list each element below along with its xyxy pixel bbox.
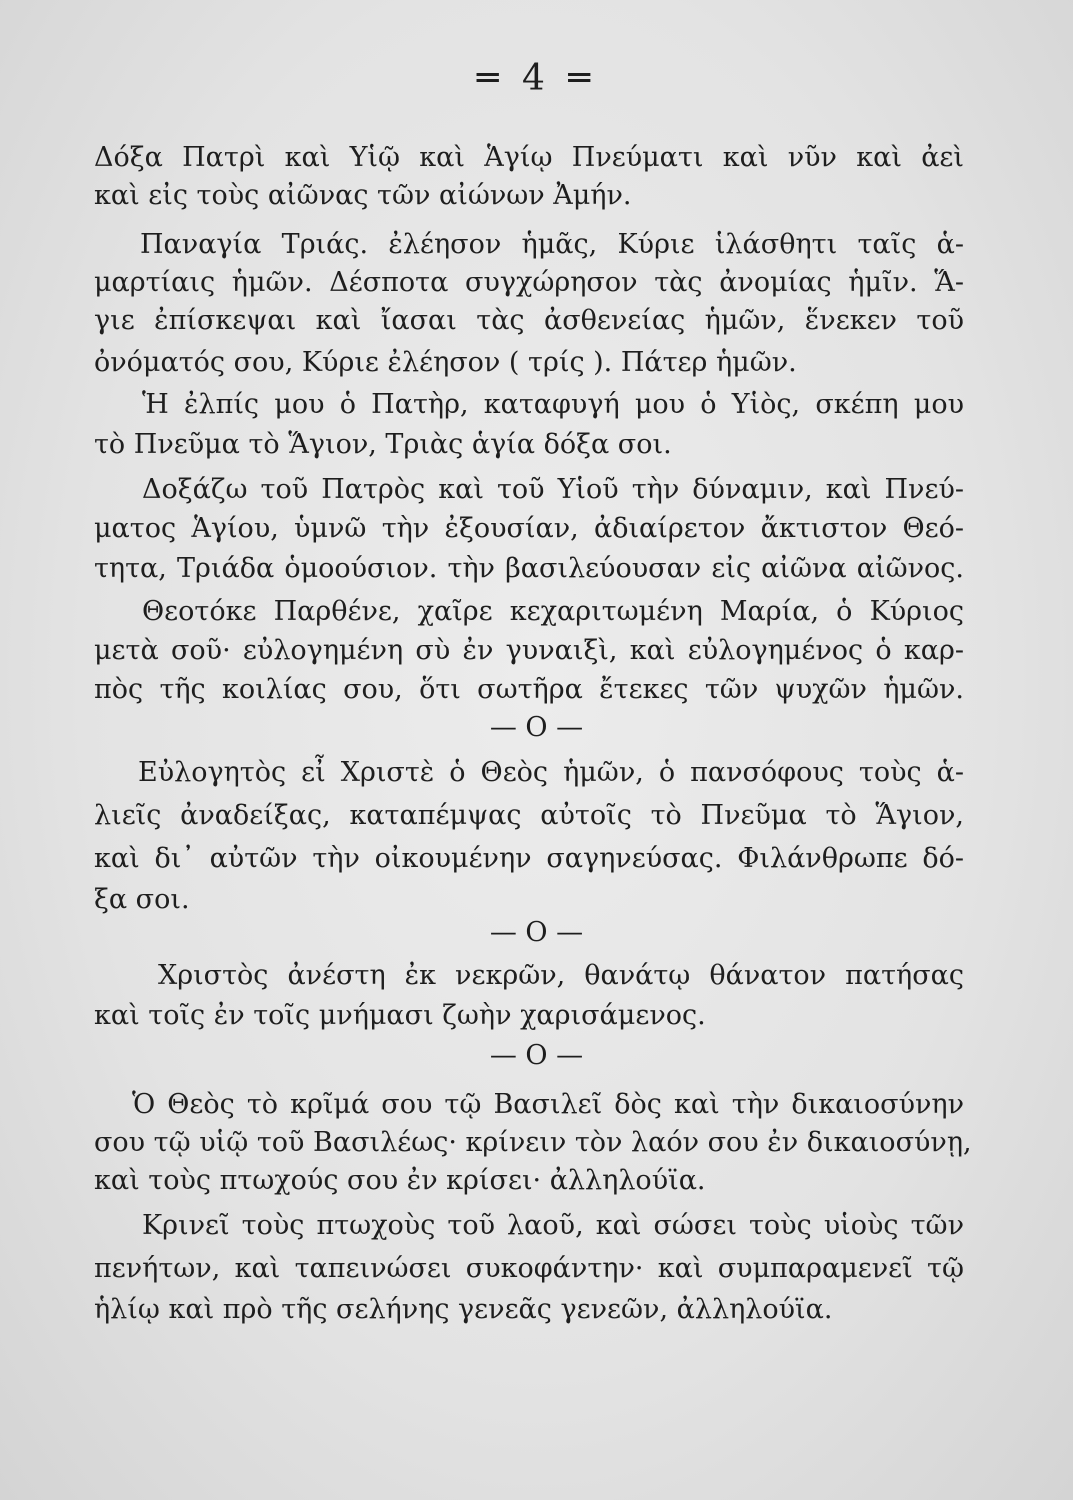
text-line: Χριστὸς ἀνέστη ἐκ νεκρῶν, θανάτῳ θάνατον πατήσας <box>158 960 964 991</box>
text-line: καὶ τοὺς πτωχούς σου ἐν κρίσει· ἀλληλούϊα. <box>94 1165 706 1196</box>
section-divider: — Ο — <box>489 1040 584 1071</box>
text-line: Κρινεῖ τοὺς πτωχοὺς τοῦ λαοῦ, καὶ σώσει τοὺς υἱοὺς τῶν <box>142 1210 964 1241</box>
text-line: Δόξα Πατρὶ καὶ Υἱῷ καὶ Ἁγίῳ Πνεύματι καὶ νῦν καὶ ἀεὶ <box>94 142 964 173</box>
text-line: Ὁ Θεὸς τὸ κρῖμά σου τῷ Βασιλεῖ δὸς καὶ τὴν δικαιοσύνην <box>132 1089 964 1120</box>
text-line: τὸ Πνεῦμα τὸ Ἅγιον, Τριὰς ἁγία δόξα σοι. <box>94 429 672 460</box>
text-line: πενήτων, καὶ ταπεινώσει συκοφάντην· καὶ συμπαραμενεῖ τῷ <box>94 1253 964 1284</box>
text-line: μαρτίαις ἡμῶν. Δέσποτα συγχώρησον τὰς ἀνομίας ἡμῖν. Ἅ- <box>94 267 964 298</box>
text-line: ξα σοι. <box>94 884 190 915</box>
text-line: πὸς τῆς κοιλίας σου, ὅτι σωτῆρα ἔτεκες τῶν ψυχῶν ἡμῶν. <box>94 674 964 705</box>
text-line: καὶ εἰς τοὺς αἰῶνας τῶν αἰώνων Ἀμήν. <box>94 180 632 211</box>
text-line: καὶ δι᾿ αὐτῶν τὴν οἰκουμένην σαγηνεύσας. Φιλάνθρωπε δό- <box>94 843 964 874</box>
text-line: ὀνόματός σου, Κύριε ἐλέησον ( τρίς ). Πάτερ ἡμῶν. <box>94 347 797 378</box>
text-line: ματος Ἁγίου, ὑμνῶ τὴν ἐξουσίαν, ἀδιαίρετον ἄκτιστον Θεό- <box>94 513 964 544</box>
text-line: Θεοτόκε Παρθένε, χαῖρε κεχαριτωμένη Μαρία, ὁ Κύριος <box>142 596 964 627</box>
text-line: Παναγία Τριάς. ἐλέησον ἡμᾶς, Κύριε ἱλάσθητι ταῖς ἁ- <box>140 229 964 260</box>
text-line: Δοξάζω τοῦ Πατρὸς καὶ τοῦ Υἱοῦ τὴν δύναμιν, καὶ Πνεύ- <box>142 474 964 505</box>
text-line: μετὰ σοῦ· εὐλογημένη σὺ ἐν γυναιξὶ, καὶ εὐλογημένος ὁ καρ- <box>94 635 964 666</box>
text-line: τητα, Τριάδα ὁμοούσιον. τὴν βασιλεύουσαν εἰς αἰῶνα αἰῶνος. <box>94 553 964 584</box>
text-line: γιε ἐπίσκεψαι καὶ ἴασαι τὰς ἀσθενείας ἡμῶν, ἕνεκεν τοῦ <box>94 305 964 336</box>
section-divider: — Ο — <box>489 712 584 743</box>
text-line: Εὐλογητὸς εἶ Χριστὲ ὁ Θεὸς ἡμῶν, ὁ πανσόφους τοὺς ἁ- <box>138 757 964 788</box>
page-number: ═ 4 ═ <box>476 58 597 99</box>
text-line: λιεῖς ἀναδείξας, καταπέμψας αὐτοῖς τὸ Πνεῦμα τὸ Ἅγιον, <box>94 800 964 831</box>
text-line: Ἡ ἐλπίς μου ὁ Πατὴρ, καταφυγή μου ὁ Υἱὸς, σκέπη μου <box>142 389 964 420</box>
text-line: ἡλίῳ καὶ πρὸ τῆς σελήνης γενεᾶς γενεῶν, ἀλληλούϊα. <box>94 1294 833 1325</box>
section-divider: — Ο — <box>489 917 584 948</box>
text-line: καὶ τοῖς ἐν τοῖς μνήμασι ζωὴν χαρισάμενος. <box>94 1000 706 1031</box>
text-line: σου τῷ υἱῷ τοῦ Βασιλέως· κρίνειν τὸν λαόν σου ἐν δικαιοσύνῃ, <box>94 1127 972 1158</box>
